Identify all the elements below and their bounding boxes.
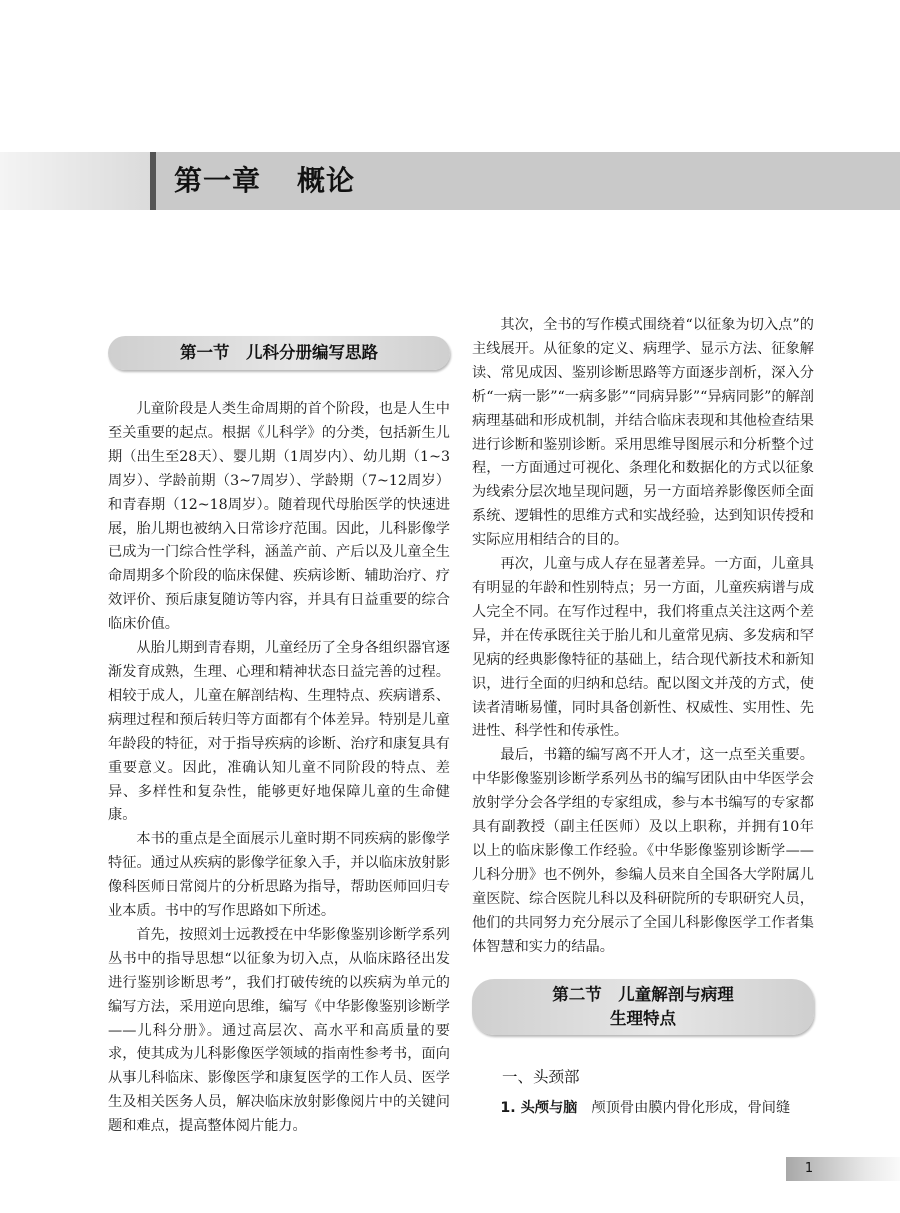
paragraph: 首先，按照刘士远教授在中华影像鉴别诊断学系列丛书中的指导思想“以征象为切入点，从临床路径出发进行鉴别诊断思考”，我们打破传统的以疾病为单元的编写方法，采用逆向思维，编写《中华影像鉴别诊断学——儿科分册》。通过高层次、高水平和高质量的要求，使其成为儿科影像医学领域的指南性参考书，面向从事儿科临床、影像医学和康复医学的工作人员、医学生及相关医务人员，解决临床放射影像阅片中的关键问题和难点，提高整体阅片能力。 bbox=[108, 926, 450, 1135]
item-paragraph bbox=[472, 1097, 814, 1121]
paragraph: 从胎儿期到青春期，儿童经历了全身各组织器官逐渐发育成熟，生理、心理和精神状态日益完善的过程。相较于成人，儿童在解剖结构、生理特点、疾病谱系、病理过程和预后转归等方面都有个体差异。特别是儿童年龄段的特征，对于指导疾病的诊断、治疗和康复具有重要意义。因此，准确认知儿童不同阶段的特点、差异、多样性和复杂性，能够更好地保障儿童的生命健康。 bbox=[108, 640, 450, 824]
right-column bbox=[472, 314, 814, 1121]
paragraph: 本书的重点是全面展示儿童时期不同疾病的影像学特征。通过从疾病的影像学征象入手，并以临床放射影像科医师日常阅片的分析思路为指导，帮助医师回归专业本质。书中的写作思路如下所述。 bbox=[108, 831, 450, 920]
paragraph: 最后，书籍的编写离不开人才，这一点至关重要。中华影像鉴别诊断学系列丛书的编写团队由中华医学会放射学分会各学组的专家组成，参与本书编写的专家都具有副教授（副主任医师）及以上职称，并拥有10年以上的临床影像工作经验。《中华影像鉴别诊断学——儿科分册》也不例外，参编人员来自全国各大学附属儿童医院、综合医院儿科以及科研院所的专职研究人员，他们的共同努力充分展示了全国儿科影像医学工作者集体智慧和实力的结晶。 bbox=[472, 747, 814, 955]
chapter-banner bbox=[0, 152, 900, 210]
left-column bbox=[108, 314, 450, 1139]
subsection-heading: 一、头颈部 bbox=[502, 1068, 580, 1087]
section-heading-1: 第一节 儿科分册编写思路 bbox=[108, 336, 450, 370]
paragraph: 其次，全书的写作模式围绕着“以征象为切入点”的主线展开。从征象的定义、病理学、显示方法、征象解读、常见成因、鉴别诊断思路等方面逐步剖析，深入分析“一病一影”“一病多影”“同病异影”“异病同影”的解剖病理基础和形成机制，并结合临床表现和其他检查结果进行诊断和鉴别诊断。采用思维导图展示和分析整个过程，一方面通过可视化、条理化和数据化的方式以征象为线索分层次地呈现问题，另一方面培养影像医师全面系统、逻辑性的思维方式和实战经验，达到知识传授和实际应用相结合的目的。 bbox=[472, 317, 814, 549]
paragraph: 再次，儿童与成人存在显著差异。一方面，儿童具有明显的年龄和性别特点；另一方面，儿童疾病谱与成人完全不同。在写作过程中，我们将重点关注这两个差异，并在传承既往关于胎儿和儿童常见病、多发病和罕见病的经典影像特征的基础上，结合现代新技术和新知识，进行全面的归纳和总结。配以图文并茂的方式，使读者清晰易懂，同时具备创新性、权威性、实用性、先进性、科学性和传承性。 bbox=[472, 556, 814, 740]
paragraph: 儿童阶段是人类生命周期的首个阶段，也是人生中至关重要的起点。根据《儿科学》的分类，包括新生儿期（出生至28天）、婴儿期（1周岁内）、幼儿期（1~3周岁）、学龄前期（3~7周岁）、学龄期（7~12周岁）和青春期（12~18周岁）。随着现代母胎医学的快速进展，胎儿期也被纳入日常诊疗范围。因此，儿科影像学已成为一门综合性学科，涵盖产前、产后以及儿童全生命周期多个阶段的临床保健、疾病诊断、辅助治疗、疗效评价、预后康复随访等内容，并具有日益重要的综合临床价值。 bbox=[108, 401, 450, 633]
section-heading-2-line2: 生理特点 bbox=[610, 1009, 676, 1029]
chapter-name: 概论 bbox=[297, 164, 356, 197]
page-number: 1 bbox=[804, 1161, 814, 1176]
chapter-title bbox=[174, 160, 355, 202]
item-lead: 1. 头颅与脑 bbox=[500, 1100, 578, 1117]
section-heading-2-line1: 第二节 儿童解剖与病理 bbox=[552, 985, 734, 1005]
section-heading-2 bbox=[472, 979, 814, 1035]
chapter-number: 第一章 bbox=[174, 164, 262, 197]
chapter-accent-bar bbox=[150, 152, 156, 210]
item-text: 颅顶骨由膜内骨化形成，骨间缝 bbox=[591, 1100, 791, 1117]
